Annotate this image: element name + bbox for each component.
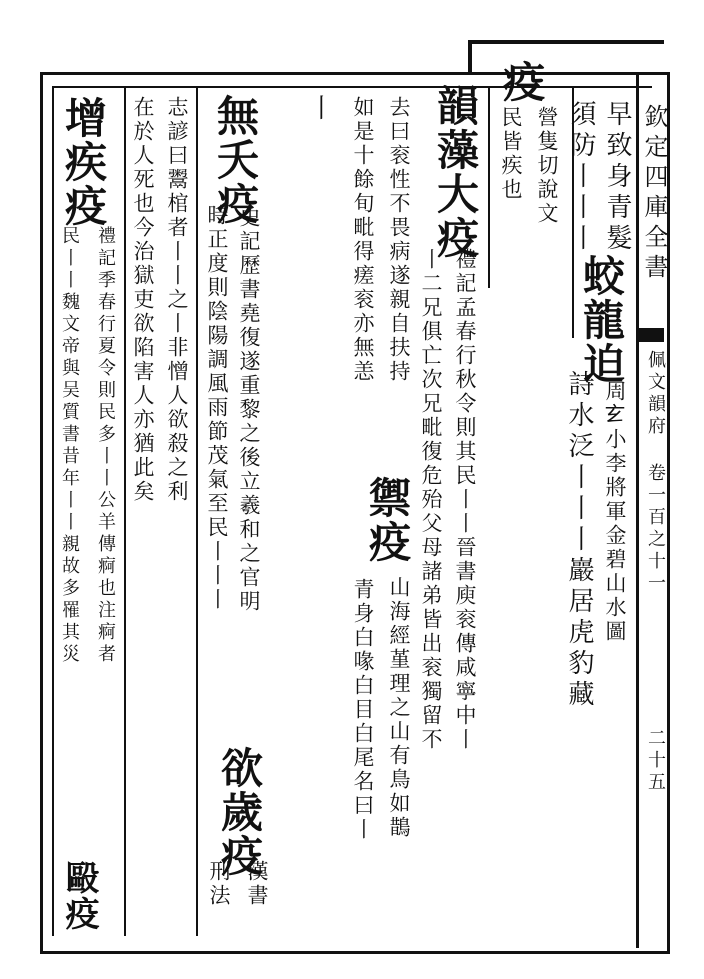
margin-divider: [636, 74, 639, 948]
entry-heading: 蛟龍迫: [577, 254, 626, 386]
fishtail-mark: [638, 328, 664, 342]
entry-heading: 韻藻大疫: [431, 84, 480, 260]
text-column-10: 山海經堇理之山有鳥如鵲: [387, 576, 411, 840]
entry-heading: 欲歲疫: [215, 746, 264, 878]
text-column-11: 如是十餘旬毗得瘥衮亦無恙: [351, 96, 375, 384]
page-mark: 二十五: [645, 728, 666, 794]
volume-info: 佩文韻府 卷一百之十一: [645, 350, 666, 595]
text-column-15-tail: 漢書: [245, 860, 269, 908]
entry-heading: 禦疫: [363, 476, 412, 564]
text-column-6: 民皆疾也: [499, 106, 523, 202]
text-column-4: 詩水泛丨丨丨巖居虎豹藏: [564, 370, 594, 711]
text-column-14: 史記歷書堯復遂重黎之後立羲和之官明: [237, 206, 261, 614]
library-title: 欽定四庫全書: [640, 104, 668, 284]
text-column-19: 禮記季春行夏令則民多丨丨公羊傳痾也注痾者: [95, 226, 116, 666]
text-column-9: 去曰衮性不畏病遂親自扶持: [387, 96, 411, 384]
text-column-7: 禮記孟春行秋令則其民丨丨晉書庾衮傳咸寧中丨: [453, 248, 477, 752]
inner-rule-left: [52, 86, 54, 936]
text-column-15: 時正度則陰陽調風雨節茂氣至民丨丨丨: [205, 204, 229, 612]
text-column-8: 丨二兄俱亡次兄毗復危殆父母諸弟皆出衮獨留不: [419, 248, 443, 752]
text-column-12: 青身白喙白目白尾名曰丨: [351, 578, 375, 842]
column-rule: [488, 88, 490, 288]
text-column-1: 早致身青髮: [602, 100, 632, 255]
column-rule: [124, 88, 126, 936]
text-column-3: 周𤣥小李將軍金碧山水圖: [603, 380, 627, 644]
text-column-2: 須防丨丨丨: [566, 100, 596, 255]
entry-heading: 增疾疫: [59, 96, 108, 228]
column-rule: [196, 88, 198, 936]
text-column-18: 在於人死也今治獄吏欲陷害人亦猶此矣: [131, 96, 155, 504]
top-tab-top: [468, 40, 664, 44]
text-column-13: 丨: [304, 94, 334, 125]
entry-heading: 疫: [497, 60, 546, 104]
entry-heading: 無夭疫: [211, 94, 260, 226]
text-column-5: 營隻切說文: [535, 106, 559, 226]
inner-rule-top: [52, 86, 652, 88]
entry-heading: 毆疫: [59, 860, 99, 932]
top-tab-left: [468, 40, 472, 74]
text-column-17: 志諺曰鬻棺者丨丨之丨非憎人欲殺之利: [165, 96, 189, 504]
text-column-20: 民丨丨魏文帝與吴質書昔年丨丨親故多罹其災: [59, 226, 80, 666]
text-column-16: 刑法: [207, 860, 231, 908]
